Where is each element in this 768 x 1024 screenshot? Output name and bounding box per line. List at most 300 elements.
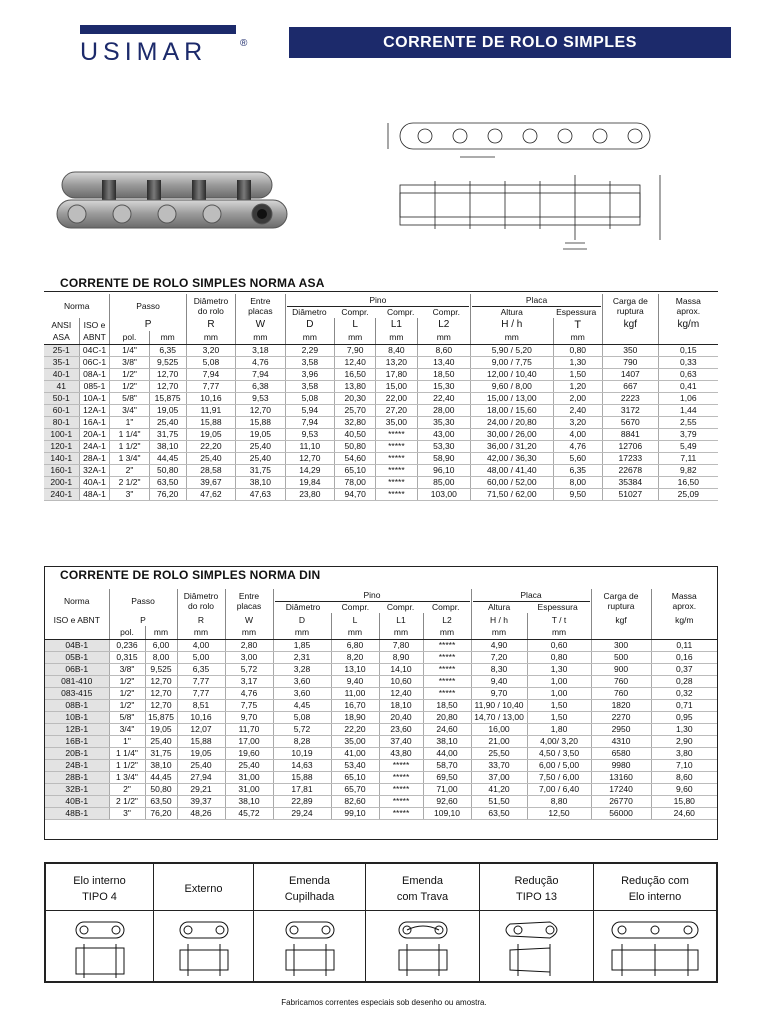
table-row xyxy=(45,687,717,699)
table-cell: 14,70 / 13,00 xyxy=(471,711,527,723)
link-type-line1: Emenda xyxy=(402,875,443,887)
table-cell: 0,32 xyxy=(651,687,717,699)
table-cell: 18,50 xyxy=(417,368,471,380)
header-espessura: Espessura xyxy=(537,602,578,612)
table-cell: 15,30 xyxy=(417,380,471,392)
table-cell: 63,50 xyxy=(149,476,186,488)
table-cell: 1/2" xyxy=(109,675,145,687)
table-cell: 12A-1 xyxy=(79,404,110,416)
table-cell: 4,90 xyxy=(471,639,527,651)
table-cell: 5,00 xyxy=(177,651,225,663)
table-cell: 9,60 / 8,00 xyxy=(471,380,553,392)
table-cell: 0,11 xyxy=(651,639,717,651)
table-cell: 8,51 xyxy=(177,699,225,711)
double-offset-link-icon xyxy=(594,914,716,980)
table-cell: 7,77 xyxy=(177,687,225,699)
table-cell: 4,76 xyxy=(225,687,273,699)
table-cell: 1 1/2" xyxy=(109,759,145,771)
unit: mm xyxy=(273,626,331,639)
table-cell: 2,90 xyxy=(651,735,717,747)
symbol-w: W xyxy=(225,613,273,626)
table-cell: 25,40 xyxy=(236,452,285,464)
table-cell: 0,41 xyxy=(658,380,718,392)
table-cell: 28,00 xyxy=(417,404,471,416)
table-cell: 12,70 xyxy=(145,687,177,699)
unit: mm xyxy=(331,626,379,639)
table-cell: 80-1 xyxy=(44,416,79,428)
table-cell: 50,80 xyxy=(149,464,186,476)
symbol-r: R xyxy=(177,613,225,626)
table-cell: 44,00 xyxy=(423,747,471,759)
table-cell: 13,80 xyxy=(335,380,376,392)
table-cell: 69,50 xyxy=(423,771,471,783)
table-cell: 1/2" xyxy=(110,368,149,380)
table-cell: 31,75 xyxy=(149,428,186,440)
header-massa-aprox xyxy=(651,589,717,613)
table-cell: 22678 xyxy=(603,464,659,476)
table-cell: 8,90 xyxy=(379,651,423,663)
outer-link-icon xyxy=(154,914,254,980)
unit: mm xyxy=(285,331,334,344)
header-pino: Pino xyxy=(363,590,381,600)
table-cell: 15,88 xyxy=(177,735,225,747)
table-cell: 10,60 xyxy=(379,675,423,687)
table-cell: 48B-1 xyxy=(45,807,109,819)
table-cell: 1 3/4" xyxy=(110,452,149,464)
table-cell: 06C-1 xyxy=(79,356,110,368)
header-carga-ruptura xyxy=(591,589,651,613)
symbol-l1: L1 xyxy=(379,613,423,626)
link-types-grid xyxy=(44,862,718,983)
table-cell: 25,40 xyxy=(225,759,273,771)
unit: mm xyxy=(236,331,285,344)
table-cell: 15,80 xyxy=(651,795,717,807)
table-cell: 99,10 xyxy=(331,807,379,819)
link-type-line1: Elo interno xyxy=(73,875,126,887)
table-cell: 5670 xyxy=(603,416,659,428)
table-cell: 47,63 xyxy=(236,488,285,500)
table-row xyxy=(45,711,717,723)
table-cell: 71,00 xyxy=(423,783,471,795)
table-cell: 9,525 xyxy=(145,663,177,675)
table-cell: 51027 xyxy=(603,488,659,500)
table-cell: 60-1 xyxy=(44,404,79,416)
table-cell: 120-1 xyxy=(44,440,79,452)
table-cell: 0,28 xyxy=(651,675,717,687)
table-cell: 3,58 xyxy=(285,380,334,392)
header-pino-diametro: Diâmetro xyxy=(292,307,327,317)
table-cell: 16,00 xyxy=(471,723,527,735)
table-cell: 38,10 xyxy=(149,440,186,452)
table-cell: 8,00 xyxy=(145,651,177,663)
table-row xyxy=(45,771,717,783)
table-cell: 7,75 xyxy=(225,699,273,711)
table-cell: 40,50 xyxy=(335,428,376,440)
table-cell: 1/4" xyxy=(110,344,149,356)
table-cell: 53,30 xyxy=(417,440,471,452)
table-cell: 16,50 xyxy=(658,476,718,488)
unit-blank xyxy=(651,626,717,639)
header-ruptura: ruptura xyxy=(607,601,635,611)
table-cell: 35,30 xyxy=(417,416,471,428)
table-cell: 16A-1 xyxy=(79,416,110,428)
unit: pol. xyxy=(110,331,149,344)
table-cell: 35,00 xyxy=(376,416,417,428)
header-do-rolo: do rolo xyxy=(188,601,214,611)
link-type-line2: Elo interno xyxy=(628,891,682,903)
table-cell: 25,40 xyxy=(186,452,235,464)
table-cell: 38,10 xyxy=(236,476,285,488)
table-row xyxy=(45,651,717,663)
table-cell: 8,28 xyxy=(273,735,331,747)
table-cell: ***** xyxy=(379,759,423,771)
table-cell: ***** xyxy=(423,651,471,663)
table-cell: 04B-1 xyxy=(45,639,109,651)
table-cell: 38,10 xyxy=(145,759,177,771)
unit: mm xyxy=(471,626,527,639)
table-cell: 11,10 xyxy=(285,440,334,452)
table-cell: 25,40 xyxy=(149,416,186,428)
table-cell: 6,00 / 5,00 xyxy=(527,759,591,771)
symbol-d: D xyxy=(285,318,334,331)
inner-link-icon xyxy=(46,914,154,980)
table-row xyxy=(45,723,717,735)
unit: mm xyxy=(379,626,423,639)
table-cell: 38,10 xyxy=(225,795,273,807)
table-cell: 3172 xyxy=(603,404,659,416)
table-cell: 25,50 xyxy=(471,747,527,759)
link-type-inner xyxy=(46,864,154,981)
table-cell: 25,09 xyxy=(658,488,718,500)
header-placa-group xyxy=(471,294,603,318)
header-diametro: Diâmetro xyxy=(183,591,219,601)
symbol-l1: L1 xyxy=(376,318,417,331)
asa-section-rule xyxy=(44,291,718,292)
table-cell: 4,00/ 3,20 xyxy=(527,735,591,747)
header-placas: placas xyxy=(236,601,262,611)
table-cell: 300 xyxy=(591,639,651,651)
table-cell: 41,20 xyxy=(471,783,527,795)
symbol-kgm: kg/m xyxy=(677,319,700,330)
brand-logo: USIMAR xyxy=(80,38,208,66)
table-cell: 1,50 xyxy=(553,368,602,380)
header-norma: Norma xyxy=(45,589,109,613)
table-row xyxy=(44,416,718,428)
table-cell: 1407 xyxy=(603,368,659,380)
table-cell: 5,49 xyxy=(658,440,718,452)
table-cell: 32B-1 xyxy=(45,783,109,795)
table-cell: 12,70 xyxy=(145,675,177,687)
asa-section-title: CORRENTE DE ROLO SIMPLES NORMA ASA xyxy=(60,276,325,290)
header-compr-l2: Compr. xyxy=(432,602,460,612)
symbol-l: L xyxy=(335,318,376,331)
table-cell: 20,80 xyxy=(423,711,471,723)
table-cell: 13,20 xyxy=(376,356,417,368)
table-cell: 7,94 xyxy=(186,368,235,380)
table-cell: 43,00 xyxy=(417,428,471,440)
table-cell: 36,00 / 31,20 xyxy=(471,440,553,452)
table-cell: 25,40 xyxy=(177,759,225,771)
table-cell: 10B-1 xyxy=(45,711,109,723)
header-placa-group xyxy=(471,589,591,613)
table-cell: 9,53 xyxy=(236,392,285,404)
table-cell: 5,08 xyxy=(186,356,235,368)
symbol-l2: L2 xyxy=(423,613,471,626)
table-cell: 1 1/4" xyxy=(110,428,149,440)
logo-bar xyxy=(80,25,236,34)
header-iso-abnt: ISO e ABNT xyxy=(45,613,109,626)
table-cell: 1 1/4" xyxy=(109,747,145,759)
table-cell: 14,10 xyxy=(379,663,423,675)
link-type-line1: Redução xyxy=(514,875,559,887)
offset-link-icon xyxy=(480,914,594,980)
table-cell: 12,40 xyxy=(379,687,423,699)
unit: mm xyxy=(423,626,471,639)
table-row xyxy=(44,380,718,392)
table-cell: 16,50 xyxy=(335,368,376,380)
table-cell: 1 3/4" xyxy=(109,771,145,783)
symbol-d: D xyxy=(273,613,331,626)
table-cell: 15,88 xyxy=(186,416,235,428)
table-cell: 9,82 xyxy=(658,464,718,476)
table-cell: 10,16 xyxy=(177,711,225,723)
table-cell: 11,00 xyxy=(331,687,379,699)
table-cell: 24B-1 xyxy=(45,759,109,771)
table-cell: 0,15 xyxy=(658,344,718,356)
link-type-line2: TIPO 4 xyxy=(82,891,117,903)
table-row xyxy=(44,368,718,380)
table-cell: 50,80 xyxy=(335,440,376,452)
unit: mm xyxy=(553,331,602,344)
table-cell: 11,91 xyxy=(186,404,235,416)
table-cell: 4310 xyxy=(591,735,651,747)
table-cell: 0,63 xyxy=(658,368,718,380)
table-cell: 19,05 xyxy=(186,428,235,440)
table-cell: 15,88 xyxy=(273,771,331,783)
table-cell: 56000 xyxy=(591,807,651,819)
header-massa: Massa xyxy=(671,591,697,601)
table-cell: 13,40 xyxy=(417,356,471,368)
table-cell: 109,10 xyxy=(423,807,471,819)
cotter-pin-connecting-link-icon xyxy=(254,914,366,980)
table-cell: 760 xyxy=(591,675,651,687)
table-cell: 44,45 xyxy=(149,452,186,464)
table-cell: 3,60 xyxy=(273,675,331,687)
header-altura: Altura xyxy=(488,602,511,612)
table-cell: 20,30 xyxy=(335,392,376,404)
table-cell: ***** xyxy=(379,807,423,819)
table-row xyxy=(44,428,718,440)
table-cell: 63,50 xyxy=(471,807,527,819)
table-cell: 6,35 xyxy=(553,464,602,476)
table-cell: 0,16 xyxy=(651,651,717,663)
table-cell: 41 xyxy=(44,380,79,392)
table-cell: 13160 xyxy=(591,771,651,783)
link-type-spring-clip xyxy=(366,864,480,981)
link-type-line2: Cupilhada xyxy=(284,891,335,903)
table-cell: 58,70 xyxy=(423,759,471,771)
table-cell: 25-1 xyxy=(44,344,79,356)
table-cell: 6,38 xyxy=(236,380,285,392)
symbol-kgf: kgf xyxy=(591,613,651,626)
table-cell: 6,00 xyxy=(145,639,177,651)
table-cell: 13,10 xyxy=(331,663,379,675)
table-cell: 1 1/2" xyxy=(110,440,149,452)
table-cell: 22,40 xyxy=(417,392,471,404)
table-cell: 15,875 xyxy=(149,392,186,404)
symbol-p: P xyxy=(109,613,177,626)
table-cell: 45,72 xyxy=(225,807,273,819)
table-cell: 8,30 xyxy=(471,663,527,675)
header-abnt: ABNT xyxy=(79,331,110,344)
symbol-h: H / h xyxy=(471,613,527,626)
header-ruptura: ruptura xyxy=(616,306,644,316)
table-cell: 1,06 xyxy=(658,392,718,404)
table-cell: ***** xyxy=(376,464,417,476)
table-cell: 5,90 / 5,20 xyxy=(471,344,553,356)
table-cell: 3,20 xyxy=(186,344,235,356)
header-espessura: Espessura xyxy=(556,307,597,317)
table-cell: 3,20 xyxy=(553,416,602,428)
symbol-kgm: kg/m xyxy=(675,614,694,625)
table-cell: 18,10 xyxy=(379,699,423,711)
link-type-offset xyxy=(480,864,594,981)
table-cell: ***** xyxy=(376,452,417,464)
table-cell: ***** xyxy=(423,663,471,675)
table-cell: 9,40 xyxy=(471,675,527,687)
table-row xyxy=(45,663,717,675)
table-cell: 28B-1 xyxy=(45,771,109,783)
table-cell: 20B-1 xyxy=(45,747,109,759)
table-cell: 19,05 xyxy=(149,404,186,416)
table-cell: 2,31 xyxy=(273,651,331,663)
table-cell: 7,94 xyxy=(236,368,285,380)
din-spec-table xyxy=(45,589,717,820)
table-cell: 4,45 xyxy=(273,699,331,711)
table-row xyxy=(45,735,717,747)
header-carga: Carga de xyxy=(603,591,639,601)
table-cell: 20A-1 xyxy=(79,428,110,440)
table-cell: 10A-1 xyxy=(79,392,110,404)
table-cell: 1,20 xyxy=(553,380,602,392)
table-cell: 200-1 xyxy=(44,476,79,488)
table-cell: 27,20 xyxy=(376,404,417,416)
table-cell: 12,70 xyxy=(285,452,334,464)
table-cell: 0,80 xyxy=(553,344,602,356)
table-cell: 05B-1 xyxy=(45,651,109,663)
table-cell: 0,80 xyxy=(527,651,591,663)
table-cell: 5,72 xyxy=(273,723,331,735)
table-cell: 0,71 xyxy=(651,699,717,711)
table-cell: 16B-1 xyxy=(45,735,109,747)
table-cell: 7,77 xyxy=(177,675,225,687)
link-type-cotter-pin xyxy=(254,864,366,981)
table-cell: 2,40 xyxy=(553,404,602,416)
table-cell: 15,00 xyxy=(376,380,417,392)
table-cell: 1,30 xyxy=(553,356,602,368)
table-cell: 17233 xyxy=(603,452,659,464)
table-row xyxy=(44,440,718,452)
table-row xyxy=(44,392,718,404)
table-row xyxy=(45,795,717,807)
table-cell: 12,00 / 10,40 xyxy=(471,368,553,380)
symbol-l2: L2 xyxy=(417,318,471,331)
table-cell: 8,80 xyxy=(527,795,591,807)
table-row xyxy=(45,675,717,687)
table-cell: ***** xyxy=(379,783,423,795)
symbol-r: R xyxy=(186,318,235,331)
header-pino-group xyxy=(285,294,470,318)
link-type-line2: TIPO 13 xyxy=(516,891,557,903)
table-cell: 3" xyxy=(110,488,149,500)
table-cell: 3/8" xyxy=(109,663,145,675)
table-cell: 1,00 xyxy=(527,675,591,687)
table-cell: 2 1/2" xyxy=(109,795,145,807)
table-cell: 2950 xyxy=(591,723,651,735)
table-cell: 15,00 / 13,00 xyxy=(471,392,553,404)
table-cell: 18,90 xyxy=(331,711,379,723)
table-cell: ***** xyxy=(379,795,423,807)
table-cell: 25,70 xyxy=(335,404,376,416)
table-cell: 4,50 / 3,50 xyxy=(527,747,591,759)
header-entre-placas xyxy=(225,589,273,613)
unit: mm xyxy=(527,626,591,639)
table-cell: 0,315 xyxy=(109,651,145,663)
table-cell: 85,00 xyxy=(417,476,471,488)
symbol-h: H / h xyxy=(471,318,553,331)
table-cell: 47,62 xyxy=(186,488,235,500)
header-placa: Placa xyxy=(520,590,542,600)
table-cell: 900 xyxy=(591,663,651,675)
table-cell: 3,60 xyxy=(273,687,331,699)
table-cell: 9,70 xyxy=(471,687,527,699)
symbol-l: L xyxy=(331,613,379,626)
table-cell: 5/8" xyxy=(109,711,145,723)
table-cell: 100-1 xyxy=(44,428,79,440)
header-entre: Entre xyxy=(250,296,271,306)
table-cell: 1" xyxy=(110,416,149,428)
table-cell: 22,20 xyxy=(331,723,379,735)
table-cell: 7,90 xyxy=(335,344,376,356)
table-cell: 11,90 / 10,40 xyxy=(471,699,527,711)
table-cell: 19,05 xyxy=(145,723,177,735)
chain-technical-drawing xyxy=(380,115,680,255)
table-cell: 76,20 xyxy=(149,488,186,500)
table-cell: 54,60 xyxy=(335,452,376,464)
table-cell: 23,80 xyxy=(285,488,334,500)
table-cell: 1820 xyxy=(591,699,651,711)
table-cell: 0,37 xyxy=(651,663,717,675)
table-cell: 10,19 xyxy=(273,747,331,759)
table-row xyxy=(44,344,718,356)
table-cell: 25,40 xyxy=(145,735,177,747)
roller-chain-photo xyxy=(52,160,292,238)
table-cell: 0,60 xyxy=(527,639,591,651)
table-cell: 14,63 xyxy=(273,759,331,771)
table-cell: 4,76 xyxy=(236,356,285,368)
table-cell: 29,24 xyxy=(273,807,331,819)
table-cell: 7,00 / 6,40 xyxy=(527,783,591,795)
header-compr-l2: Compr. xyxy=(432,307,460,317)
symbol-t: T / t xyxy=(527,613,591,626)
table-cell: 4,76 xyxy=(553,440,602,452)
table-row xyxy=(45,639,717,651)
unit: mm xyxy=(376,331,417,344)
table-cell: 92,60 xyxy=(423,795,471,807)
table-cell: 9,40 xyxy=(331,675,379,687)
unit: mm xyxy=(149,331,186,344)
unit-blank xyxy=(658,331,718,344)
